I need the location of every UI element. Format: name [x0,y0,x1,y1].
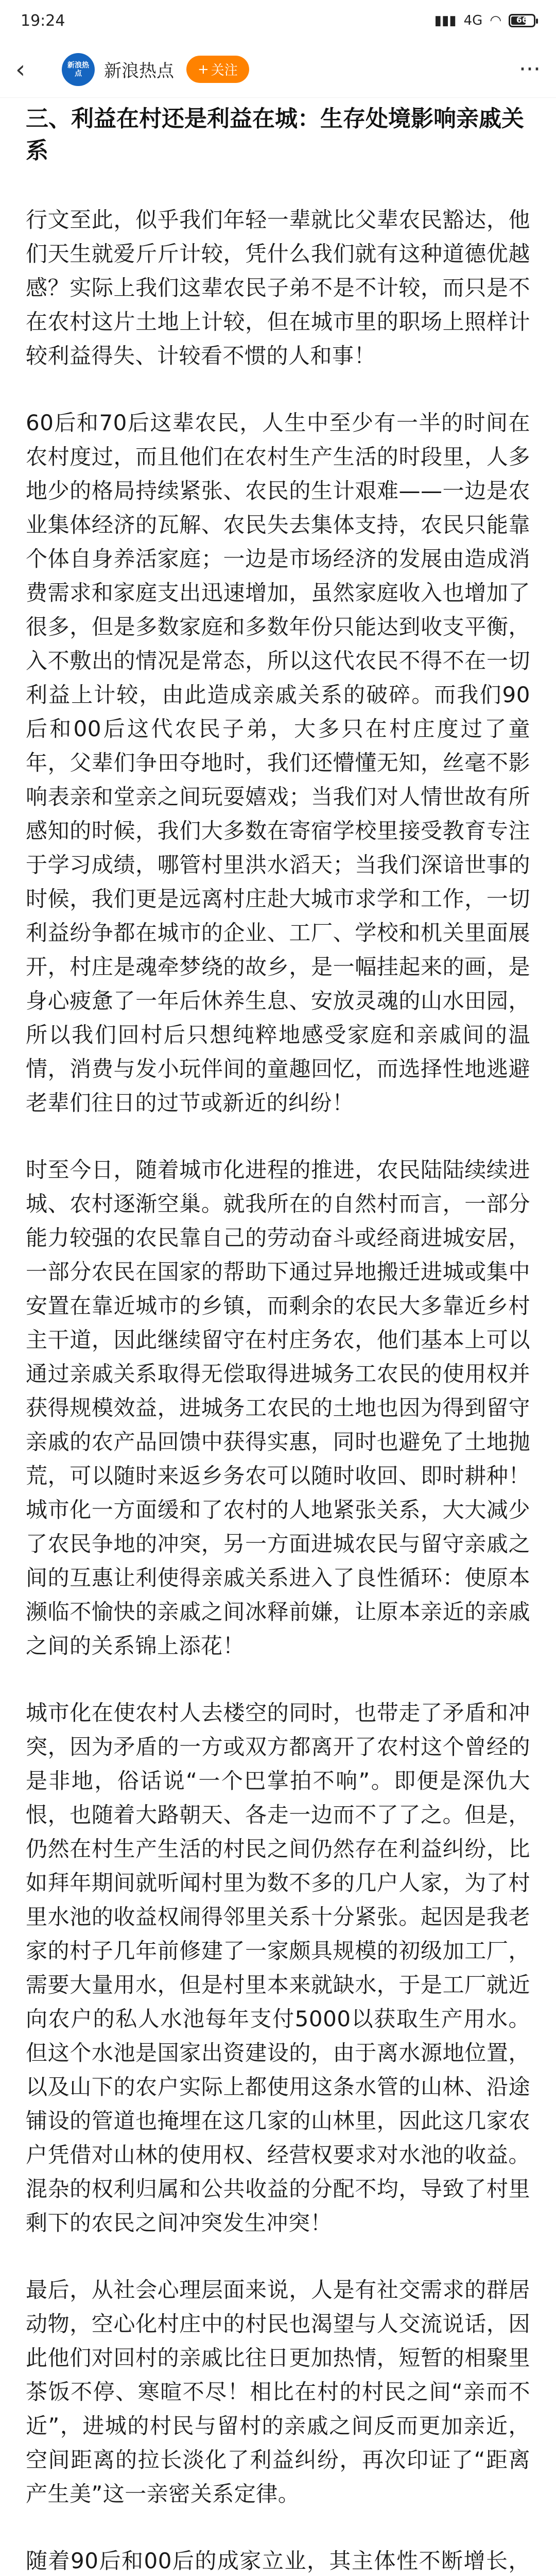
status-time: 19:24 [21,11,65,30]
article-paragraph: 最后，从社会心理层面来说，人是有社交需求的群居动物，空心化村庄中的村民也渴望与人交流说话，因此他们对回村的亲戚比往日更加热情，短暂的相聚里茶饭不停、寒暄不尽！相比在村的村民之间“亲而不近”，进城的村民与留村的亲戚之间反而更加亲近，空间距离的拉长淡化了利益纠纷，再次印证了“距离产生美”这一亲密关系定律。 [26,2277,530,2506]
avatar[interactable] [62,53,95,86]
back-button[interactable] [15,55,46,84]
article-paragraph: 时至今日，随着城市化进程的推进，农民陆陆续续进城、农村逐渐空巢。就我所在的自然村而言，一部分能力较强的农民靠自己的劳动奋斗或经商进城安居，一部分农民在国家的帮助下通过异地搬迁进城或集中安置在靠近城市的乡镇，而剩余的农民大多靠近乡村主干道，因此继续留守在村庄务农，他们基本上可以通过亲戚关系取得无偿取得进城务工农民的使用权并获得规模效益，进城务工农民的土地也因为得到留守亲戚的农产品回馈中获得实惠，同时也避免了土地抛荒，可以随时来返乡务农可以随时收回、即时耕种！城市化一方面缓和了农村的人地紧张关系，大大减少了农民争地的冲突，另一方面进城农民与留守亲戚之间的互惠让利使得亲戚关系进入了良性循环：使原本濒临不愉快的亲戚之间冰释前嫌，让原本亲近的亲戚之间的关系锦上添花！ [26,1157,530,1658]
follow-label: 关注 [211,63,238,78]
signal-icon: ▮▮▮ [434,13,457,28]
status-bar [0,0,556,41]
status-right [435,13,535,28]
article [0,103,556,2576]
article-paragraph: 城市化在使农村人去楼空的同时，也带走了矛盾和冲突，因为矛盾的一方或双方都离开了农村这个曾经的是非地，俗话说“一个巴掌拍不响”。即便是深仇大恨，也随着大路朝天、各走一边而不了了之。但是，仍然在村生产生活的村民之间仍然存在利益纠纷，比如拜年期间就听闻村里为数不多的几户人家，为了村里水池的收益权闹得邻里关系十分紧张。起因是我老家的村子几年前修建了一家颇具规模的初级加工厂，需要大量用水，但是村里本来就缺水，于是工厂就近向农户的私人水池每年支付5000以获取生产用水。但这个水池是国家出资建设的，由于离水源地位置，以及山下的农户实际上都使用这条水管的山林、沿途铺设的管道也掩埋在这几家的山林里，因此这几家农户凭借对山林的使用权、经营权要求对水池的收益。混杂的权利归属和公共收益的分配不均，导致了村里剩下的农民之间冲突发生冲突！ [26,1700,530,2235]
article-paragraph: 行文至此，似乎我们年轻一辈就比父辈农民豁达，他们天生就爱斤斤计较，凭什么我们就有这种道德优越感？实际上我们这辈农民子弟不是不计较，而只是不在农村这片土地上计较，但在城市里的职场上照样计较利益得失、计较看不惯的人和事！ [26,207,530,368]
article-title: 三、利益在村还是利益在城：生存处境影响亲戚关系 [26,106,524,164]
account-name[interactable]: 新浪热点 [104,61,174,81]
article-paragraph: 60后和70后这辈农民，人生中至少有一半的时间在农村度过，而且他们在农村生产生活的时段里，人多地少的格局持续紧张、农民的生计艰难——一边是农业集体经济的瓦解、农民失去集体支持，农民只能靠个体自身养活家庭；一边是市场经济的发展由造成消费需求和家庭支出迅速增加，虽然家庭收入也增加了很多，但是多数家庭和多数年份只能达到收支平衡，入不敷出的情况是常态，所以这代农民不得不在一切利益上计较，由此造成亲戚关系的破碎。而我们90后和00后这代农民子弟，大多只在村庄度过了童年，父辈们争田夺地时，我们还懵懂无知，丝毫不影响表亲和堂亲之间玩耍嬉戏；当我们对人情世故有所感知的时候，我们大多数在寄宿学校里接受教育专注于学习成绩，哪管村里洪水滔天；当我们深谙世事的时候，我们更是远离村庄赴大城市求学和工作，一切利益纷争都在城市的企业、工厂、学校和机关里面展开，村庄是魂牵梦绕的故乡，是一幅挂起来的画，是身心疲惫了一年后休养生息、安放灵魂的山水田园，所以我们回村后只想纯粹地感受家庭和亲戚间的温情，消费与发小玩伴间的童趣回忆，而选择性地逃避老辈们往日的过节或新近的纠纷！ [26,410,530,1115]
nav-bar [0,41,556,98]
avatar-text: 新浪热点 [67,61,89,78]
battery-level: 66 [516,15,528,25]
article-paragraph: 随着90后和00后的成家立业，其主体性不断增长， [26,2548,530,2573]
status-left [21,12,65,30]
plus-icon: + [198,61,209,77]
follow-button[interactable] [186,56,249,83]
wifi-icon: ◠ [490,13,501,28]
nav-right [519,56,541,82]
battery-icon [509,14,535,27]
network-label: 4G [463,13,483,28]
chevron-left-icon: ‹ [15,55,26,84]
more-dots-icon[interactable]: ··· [519,56,541,82]
